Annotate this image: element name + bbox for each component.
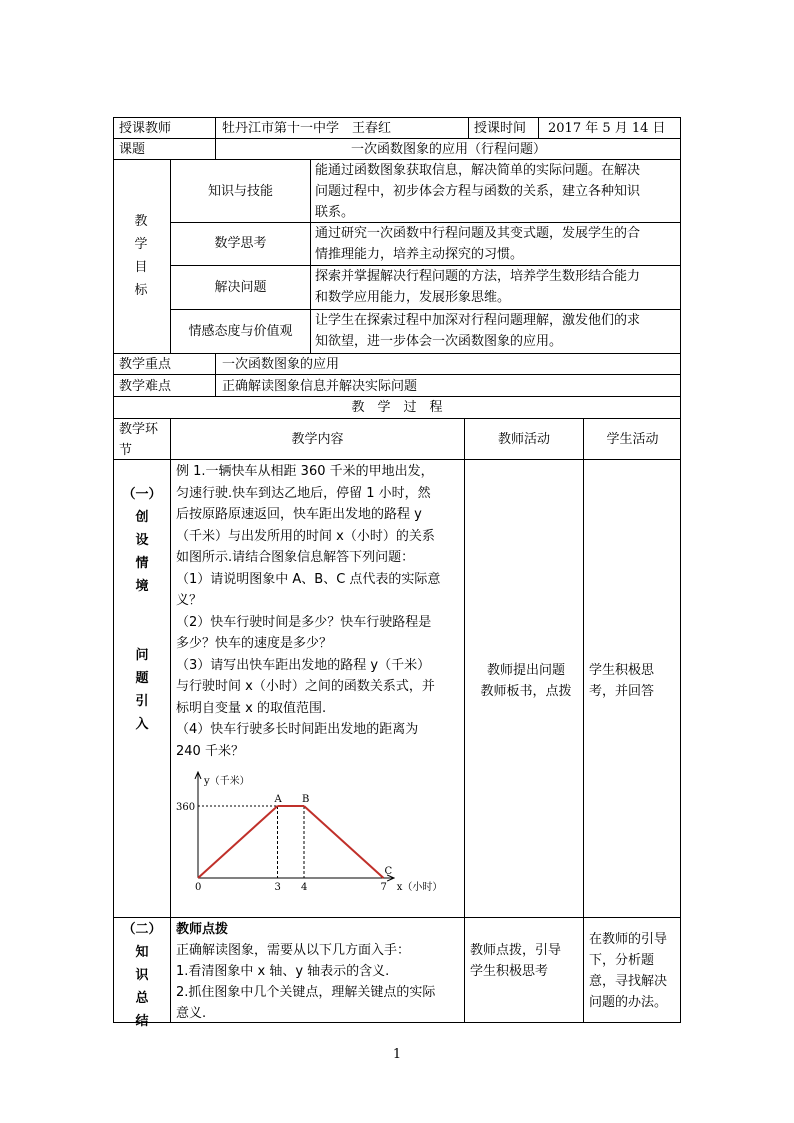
content-line: 240 千米？: [176, 743, 244, 759]
col-header-stage-line: 教学环: [119, 422, 159, 437]
content-line: （3）请写出快车距出发地的路程 y（千米）: [176, 657, 431, 673]
row-divider: [113, 459, 681, 460]
col-divider: [583, 418, 584, 1023]
student-line: 问题的办法。: [589, 995, 668, 1010]
stage1-label-char: 创: [135, 510, 149, 525]
col-header-teacher: 教师活动: [497, 432, 550, 447]
col-divider: [310, 159, 311, 353]
x-tick-label: 3: [274, 882, 281, 893]
goal-text-attitude: [315, 310, 681, 352]
col-header-content: 教学内容: [291, 432, 344, 447]
point-label: C: [384, 866, 393, 877]
x-tick-label: 7: [380, 882, 387, 893]
point-label: A: [274, 794, 282, 805]
teacher-line: 教师点拨，引导: [470, 943, 562, 958]
col-divider: [538, 117, 539, 138]
series-segment: [304, 806, 384, 878]
col-divider: [468, 117, 469, 138]
row-divider: [113, 353, 681, 354]
row-divider: [113, 917, 681, 918]
stage1-label-char: （一）: [122, 487, 162, 502]
goal-text-problem: [315, 266, 681, 308]
row-divider: [113, 396, 681, 397]
goal-line: 问题过程中，初步体会方程与函数的关系，建立各种知识: [315, 184, 641, 199]
stage2-label-char: 知: [135, 945, 149, 960]
page-number: 1: [392, 1047, 402, 1062]
goal-name-problem: 解决问题: [214, 280, 267, 295]
stage1-label-char: [114, 598, 170, 644]
stage1-label-char: 境: [135, 579, 149, 594]
goals-label-char: 教: [134, 214, 148, 229]
stage2-label: [114, 918, 170, 1033]
stage1-label-char: 引: [135, 694, 149, 709]
process-title: 教 学 过 程: [351, 400, 443, 415]
col-divider: [170, 418, 171, 1023]
row-divider: [113, 374, 681, 375]
stage2-label-char: （二）: [122, 922, 162, 937]
goal-line: 和数学应用能力，发展形象思维。: [315, 290, 511, 305]
teacher-label: 授课教师: [119, 121, 172, 136]
stage1-label-char: 入: [135, 717, 149, 732]
content-line: 意义.: [176, 1006, 207, 1021]
row-divider: [113, 138, 681, 139]
goal-line: 情推理能力，培养主动探究的习惯。: [315, 247, 524, 262]
stage1-label-char: 问: [135, 648, 149, 663]
time-label: 授课时间: [474, 121, 527, 136]
difficulty-label: 教学难点: [119, 379, 172, 394]
stage1-teacher: [470, 660, 582, 702]
stage2-teacher: [470, 940, 582, 982]
content-line: 例 1.一辆快车从相距 360 千米的甲地出发，: [176, 464, 434, 479]
goal-line: 能通过函数图象获取信息，解决简单的实际问题。在解决: [315, 163, 641, 178]
teacher-line: 教师板书，点拨: [480, 684, 572, 699]
content-line: 如图所示.请结合图象信息解答下列问题：: [176, 550, 415, 565]
content-line: 1.看清图象中 x 轴、y 轴表示的含义.: [176, 964, 390, 979]
stage1-content: [176, 461, 462, 762]
topic-label: 课题: [119, 142, 146, 157]
col-divider: [215, 353, 216, 396]
content-line: （千米）与出发所用的时间 x（小时）的关系: [176, 528, 435, 544]
content-line: 后按原路原速返回，快车距出发地的路程 y: [176, 507, 422, 522]
content-line: 与行驶时间 x（小时）之间的函数关系式，并: [176, 679, 435, 694]
x-tick-label: 4: [301, 882, 308, 893]
stage2-content: [176, 919, 462, 1024]
x-axis-label: x（小时）: [396, 882, 443, 893]
goal-name-knowledge: 知识与技能: [207, 184, 273, 199]
student-line: 在教师的引导: [589, 932, 668, 947]
stage1-label-char: 情: [135, 556, 149, 571]
row-divider: [113, 418, 681, 419]
col-header-student: 学生活动: [606, 432, 659, 447]
student-line: 意，寻找解决: [589, 974, 668, 989]
goals-label: [126, 210, 156, 302]
stage2-label-char: 识: [135, 968, 149, 983]
point-label: B: [302, 794, 310, 805]
content-line: （1）请说明图象中 A、B、C 点代表的实际意: [176, 571, 441, 587]
goal-line: 知欲望，进一步体会一次函数图象的应用。: [315, 334, 563, 349]
stage2-student: [589, 929, 681, 1013]
goal-name-attitude: 情感态度与价值观: [188, 324, 293, 339]
difficulty-value: 正确解读图象信息并解决实际问题: [222, 379, 418, 394]
content-line: 匀速行驶.快车到达乙地后，停留 1 小时，然: [176, 485, 431, 501]
student-line: 学生积极思: [589, 663, 655, 678]
goals-label-char: 标: [134, 283, 148, 298]
col-divider: [464, 418, 465, 1023]
col-header-stage-line: 节: [119, 443, 133, 458]
content-line: 标明自变量 x 的取值范围.: [176, 700, 327, 716]
goal-name-thinking: 数学思考: [214, 236, 267, 251]
topic-value: 一次函数图象的应用（行程问题）: [350, 142, 546, 157]
series-segment: [198, 806, 278, 878]
distance-time-graph: [176, 768, 443, 898]
goal-text-thinking: [315, 223, 681, 265]
stage1-label-char: 设: [135, 533, 149, 548]
goal-line: 通过研究一次函数中行程问题及其变式题，发展学生的合: [315, 226, 641, 241]
time-value: 2017 年 5 月 14 日: [548, 121, 666, 136]
content-line: 多少？快车的速度是多少？: [176, 636, 333, 651]
stage2-label-char: 结: [135, 1014, 149, 1029]
goals-label-char: 目: [134, 260, 148, 275]
teacher-value: 牡丹江市第十一中学 王春红: [222, 121, 392, 136]
content-line: 2.抓住图象中几个关键点，理解关键点的实际: [176, 985, 436, 1000]
x-tick-label: 0: [195, 882, 202, 893]
y-axis-label: y（千米）: [204, 776, 250, 787]
key-point-label: 教学重点: [119, 357, 172, 372]
goal-line: 探索并掌握解决行程问题的方法，培养学生数形结合能力: [315, 269, 641, 284]
goal-line: 让学生在探索过程中加深对行程问题理解，激发他们的求: [315, 313, 641, 328]
content-line: （2）快车行驶时间是多少？快车行驶路程是: [176, 614, 432, 630]
stage2-heading: 教师点拨: [176, 922, 229, 937]
student-line: 下，分析题: [589, 953, 655, 968]
content-line: 义？: [176, 593, 203, 608]
goals-label-char: 学: [134, 237, 148, 252]
content-line: 正确解读图象，需要从以下几方面入手：: [176, 943, 411, 958]
stage1-label: [114, 483, 170, 736]
key-point-value: 一次函数图象的应用: [222, 357, 340, 372]
stage2-label-char: 总: [135, 991, 149, 1006]
teacher-line: 教师提出问题: [486, 663, 565, 678]
col-header-stage: [119, 419, 158, 461]
content-line: （4）快车行驶多长时间距出发地的距离为: [176, 722, 419, 737]
y-tick-label: 360: [176, 802, 196, 813]
teacher-line: 学生积极思考: [470, 964, 549, 979]
stage1-label-char: 题: [135, 671, 149, 686]
stage1-student: [589, 660, 679, 702]
goal-text-knowledge: [315, 160, 681, 223]
goal-line: 联系。: [315, 205, 355, 220]
student-line: 考，并回答: [589, 684, 655, 699]
